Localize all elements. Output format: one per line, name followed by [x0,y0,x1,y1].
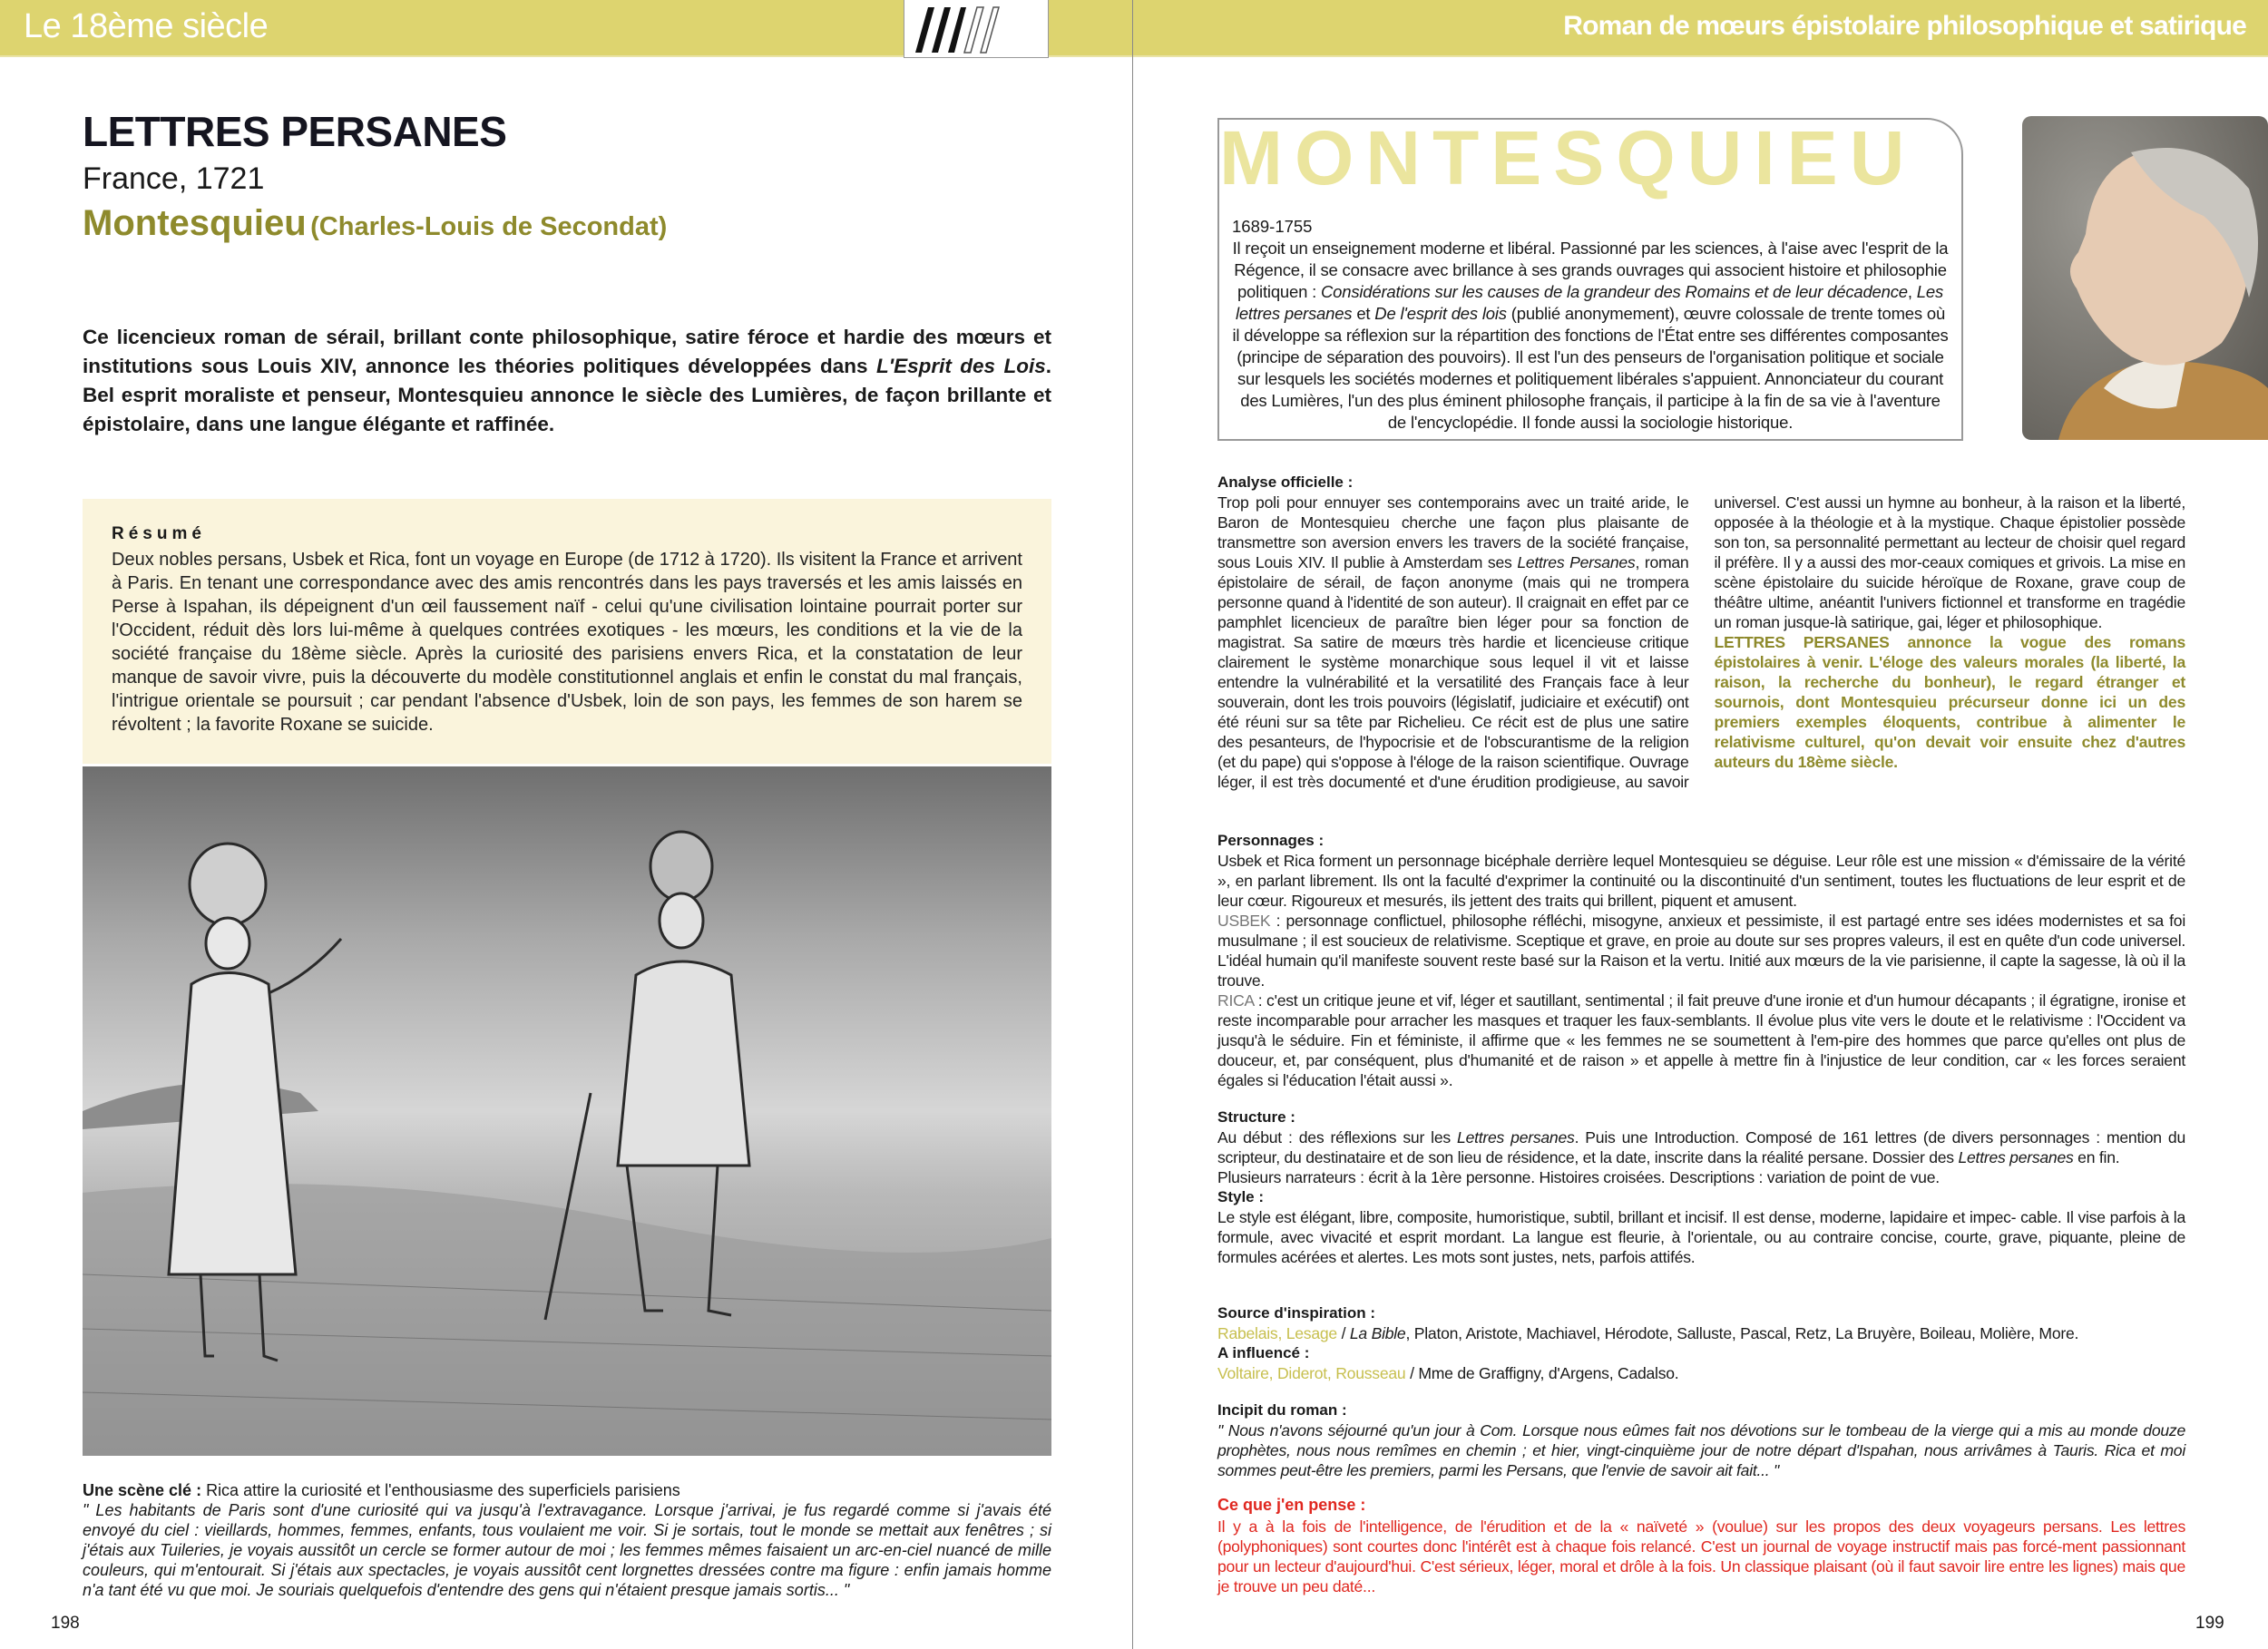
illustration-drawing [83,766,1051,1456]
quill-feathers-icon [904,0,1049,58]
rica-label: RICA [1217,991,1255,1010]
sources-highlight: Rabelais, Lesage [1217,1324,1337,1342]
influence-title: A influencé : [1217,1344,1310,1361]
genre-title: Roman de mœurs épistolaire philosophique et satirique [1563,11,2246,41]
bio-text: , [1907,282,1917,301]
analysis-title: Analyse officielle : [1217,473,1354,491]
structure-text-c: en fin. [2073,1148,2120,1166]
style-text: Le style est élégant, libre, composite, humoristique, subtil, brillant et incisif. Il est dense, moderne, lapidaire et impec- cable. Il vise parfois à la formule, avec vivacité et esprit mordant. La langue est fleurie, à l'orientale, ou au contraire concise, courte, grave, piquante, pleine de formules acérées et alertes. Les mots sont justes, nets, parfois attifés. [1217,1208,2185,1266]
bio-text: (publié anonymement), œuvre colossale de trente tomes où il développe sa réflexion sur la répartition des fonctions de l'État entre ses différentes composantes (principe de séparation des pouvoirs). Il est l'un des penseurs de l'organisation politique et sociale sur lesquels les sociétés modernes et politiquement libérales s'appuient. Annonciateur du courant des Lumières, l'un des plus éminent philosophe français, il participe à la fin de sa vie à l'aventure de l'encyclopédie. Il fonde aussi la sociologie historique. [1232,304,1949,432]
character-rica [1217,990,2185,1090]
rica-description: : c'est un critique jeune et vif, léger et sautillant, sentimental ; il fait preuve d'une ironie et d'un humour décapants ; il égratigne, ironise et reste incomparable pour arracher les masques et traquer les faux-semblants. Il évolue plus vite vers le doute et le relativisme : l'Occident va jusqu'à le séduire. Fin et féministe, il affirme que « les femmes ne se soumettent à l'em-pire des hommes que parce qu'elles ont plus de douceur, et, par conséquent, plus d'humanité et de raison » et appelle à mettre fin à l'injustice de leur condition, car « les forces seraient égales si l'éducation l'était aussi ». [1217,991,2185,1089]
influence-highlight: Voltaire, Diderot, Rousseau [1217,1364,1406,1382]
bio-text: et [1352,304,1375,323]
incipit-section [1217,1400,2185,1480]
incipit-title: Incipit du roman : [1217,1401,1347,1419]
bio-work-title: Considérations sur les causes de la grandeur des Romains et de leur décadence [1321,282,1908,301]
intro-italic: L'Esprit des Lois [875,355,1046,377]
analysis-highlight: LETTRES PERSANES annonce la vogue des romans épistolaires à venir. L'éloge des valeurs morales (la liberté, la raison, la recherche du bonheur), le regard étranger et sournois, dont Montesquieu précurseur donne ici un des premiers exemples éloquents, contribue à alimenter le relativisme culturel, qu'on devait voir ensuite chez d'autres auteurs du 18ème siècle. [1714,633,2185,771]
opinion-section [1217,1495,2185,1596]
structure-italic: Lettres persanes [1457,1128,1575,1146]
book-title: LETTRES PERSANES [83,108,507,155]
structure-text-b: . Puis une Introduction. Composé de 161 lettres (de divers personnages : mention du scripteur, du destinataire et de son lieu de résidence, et la date, inscrite dans la réalité persane. Dossier des [1217,1128,2185,1166]
resume-title: Résumé [112,524,206,543]
book-author [83,203,667,244]
influence-list: / Mme de Graffigny, d'Argens, Cadalso. [1405,1364,1679,1382]
character-usbek [1217,911,2185,990]
bio-work-title: De l'esprit des lois [1374,304,1507,323]
header-band-right [1133,0,2268,57]
sources-sep: / [1336,1324,1350,1342]
characters-title: Personnages : [1217,832,1325,849]
analysis-section [1217,473,2185,832]
section-title: Le 18ème siècle [24,7,269,45]
key-scene-label: Une scène clé : [83,1481,202,1499]
book-origin: France, 1721 [83,161,265,196]
author-name: Montesquieu [83,203,307,243]
structure-title: Structure : [1217,1108,1295,1126]
opinion-title: Ce que j'en pense : [1217,1496,1366,1514]
structure-text [1217,1127,2185,1167]
structure-italic-2: Lettres persanes [1958,1148,2074,1166]
structure-narrators: Plusieurs narrateurs : écrit à la 1ère personne. Histoires croisées. Descriptions : variation de point de vue. [1217,1168,1940,1186]
structure-text-a: Au début : des réflexions sur les [1217,1128,1458,1146]
intro-text-end: . Bel esprit moraliste et penseur, Montesquieu annonce le siècle des Lumières, de façon brillante et épistolaire, dans une langue élégante et raffinée. [83,355,1051,435]
key-scene-caption: Rica attire la curiosité et l'enthousiasme des superficiels parisiens [201,1481,680,1499]
characters-section [1217,831,2185,1090]
author-full-name: (Charles-Louis de Secondat) [310,212,668,241]
sources-title: Source d'inspiration : [1217,1304,1376,1322]
sources-list: , Platon, Aristote, Machiavel, Hérodote, Salluste, Pascal, Retz, La Bruyère, Boileau, Molière, More. [1405,1324,2079,1342]
bio-text: Il reçoit un enseignement moderne et libéral. Passionné par les sciences, à l'aise avec l'esprit de la Régence, il se consacre avec brillance à ses grands ouvrages qui associent histoire et philosophie politiquen : [1232,239,1949,301]
usbek-label: USBEK [1217,912,1271,930]
style-title: Style : [1217,1188,1265,1205]
analysis-text-end: , roman épistolaire de sérail, de façon anonyme (mais qui ne trompera personne quand à l'identité de son auteur). Il craignait en effet par ce pamphlet licencieux de paraître bien léger pour sa fonction de magistrat. Sa satire de mœurs très hardie et licencieuse critique clairement le système monarchique sous lequel il vit et laisse entendre la vulnérabilité et la versatilité des Français face à leur souverain, dont les trois pouvoirs (législatif, judiciaire et exécutif) ont été réuni sur sa tête par Richelieu. Ce récit est de plus une satire des pesanteurs, de l'hypocrisie et de l'obscurantisme de la religion (et du pape) qui s'oppose à l'éloge de la raison scientifique. Ouvrage léger, il est très documenté et d'une érudition prodigieuse, au savoir universel. C'est aussi un hymne au bonheur, à la raison et la liberté, opposée à la théologie et à la mystique. Chaque épistolier possède son ton, sa personnalité permettant au lecteur de choisir quel regard il préfère. Il y a aussi des mor-ceaux comiques et grivois. La mise en scène épistolaire du suicide héroïque de Roxane, grave coup de théâtre ultime, anéantit l'univers fictionnel et transforme en tragédie un roman jusque-là satirique, gai, léger et philosophique. [1217,493,2185,791]
bio-body [1232,238,1949,434]
bio-dates: 1689-1755 [1232,217,1313,236]
sources-section [1217,1303,2185,1383]
key-scene-quote: " Les habitants de Paris sont d'une curiosité qui va jusqu'à l'extravagance. Lorsque j'arrivai, je fus regardé comme si j'avais été envoyé du ciel : vieillards, hommes, femmes, enfants, tous voulaient me voir. Si je sortais, tout le monde se mettait aux fenêtres ; si j'étais aux Tuileries, je voyais aussitôt un cercle se former autour de moi ; les femmes mêmes faisaient un arc-en-ciel nuancé de mille couleurs, qui m'entourait. Si j'étais aux spectacles, je voyais aussitôt cent lorgnettes dressées contre ma figure : enfin jamais homme n'a tant été vu que moi. Je souriais quelquefois d'entendre des gens qui n'étaient presque jamais sortis... " [83,1501,1051,1599]
structure-section [1217,1107,2185,1267]
analysis-columns [1217,493,2185,832]
resume-box [83,499,1051,764]
incipit-text: " Nous n'avons séjourné qu'un jour à Com. Lorsque nous eûmes fait nos dévotions sur le tombeau de la vierge qui a mis au monde douze prophètes, nous nous remîmes en chemin ; et hier, vingt-cinquième jour de notre départ d'Ispahan, nous arrivâmes à Tauris. Rica et moi sommes peut-être les premiers, parmi les Persans, que l'envie de savoir ait fait... " [1217,1421,2185,1479]
usbek-description: : personnage conflictuel, philosophe réfléchi, misogyne, anxieux et pessimiste, il est partagé entre ses idées modernistes et sa foi musulmane ; il est soucieux de relativisme. Sceptique et grave, en proie au doute sur ses propres valeurs, il est en quête d'un code universel. L'idéal humain qu'il manifeste souvent reste basé sur la Raison et la vertu. Initié aux mœurs de la vie parisienne, il capte la sagesse, là où il la trouve. [1217,912,2185,990]
bio-author-name: MONTESQUIEU [1219,115,1917,200]
sources-italic: La Bible [1349,1324,1406,1342]
intro-paragraph [83,323,1051,439]
analysis-italic: Lettres Persanes [1517,553,1636,571]
intro-text: Ce licencieux roman de sérail, brillant conte philosophique, satire féroce et hardie des mœurs et institutions sous Louis XIV, annonce les théories politiques développées dans [83,326,1051,377]
page-gutter [1132,0,1133,1649]
author-portrait [2022,116,2268,440]
analysis-text: Trop poli pour ennuyer ses contemporains avec un traité aride, le Baron de Montesquieu cherche une façon plus plaisante de transmettre son aversion envers les travers de la société française, sous Louis XIV. Il publie à Amsterdam ses [1217,493,1689,571]
opinion-text: Il y a à la fois de l'intelligence, de l'érudition et de la « naïveté » (voulue) sur les propos des deux voyageurs persans. Les lettres (polyphoniques) sont courtes donc l'intérêt est à chaque fois relancé. C'est un journal de voyage instructif mais pas forcé-ment passionnant pour un lecteur d'aujourd'hui. C'est sérieux, léger, moral et drôle à la fois. Un classique plaisant (où il faut savoir lire entre les lignes) mais que je trouve un peu daté... [1217,1517,2185,1595]
resume-body: Deux nobles persans, Usbek et Rica, font un voyage en Europe (de 1712 à 1720). Ils visitent la France et arrivent à Paris. En tenant une correspondance avec des amis rencontrés dans les pays traversés et les amis laissés en Perse à Ispahan, ils dépeignent d'un œil faussement naïf - celui qu'une civilisation lointaine pourrait porter sur l'Occident, réduit dès lors lui-même à quelques contrées exotiques - les mœurs, les conditions et la vie de la société française du 18ème siècle. Après la curiosité des parisiens envers Rica, et la constatation de leur manque de savoir vivre, puis la découverte du modèle constitutionnel anglais et enfin le constat du mal français, l'intrigue orientale se poursuit ; car pendant l'absence d'Usbek, loin de son pays, les femmes de son harem se révoltent ; la favorite Roxane se suicide. [112,550,1022,735]
page-number-left: 198 [51,1614,80,1633]
author-bio-box [1217,115,1963,441]
characters-intro: Usbek et Rica forment un personnage bicéphale derrière lequel Montesquieu se déguise. Leur rôle est une mission « d'émissaire de la vérité », en parlant librement. Ils ont la faculté d'exprimer la continuité ou la discontinuité d'un sentiment, toutes les fluctuations de leur esprit et de leur cœur. Rigoureux et mesurés, ils jettent des traits qui brillent, piquent et amusent. [1217,852,2185,910]
key-scene [83,1480,1051,1600]
page-number-right: 199 [2195,1614,2224,1633]
bio-work-title: Les lettres persanes [1235,282,1944,323]
